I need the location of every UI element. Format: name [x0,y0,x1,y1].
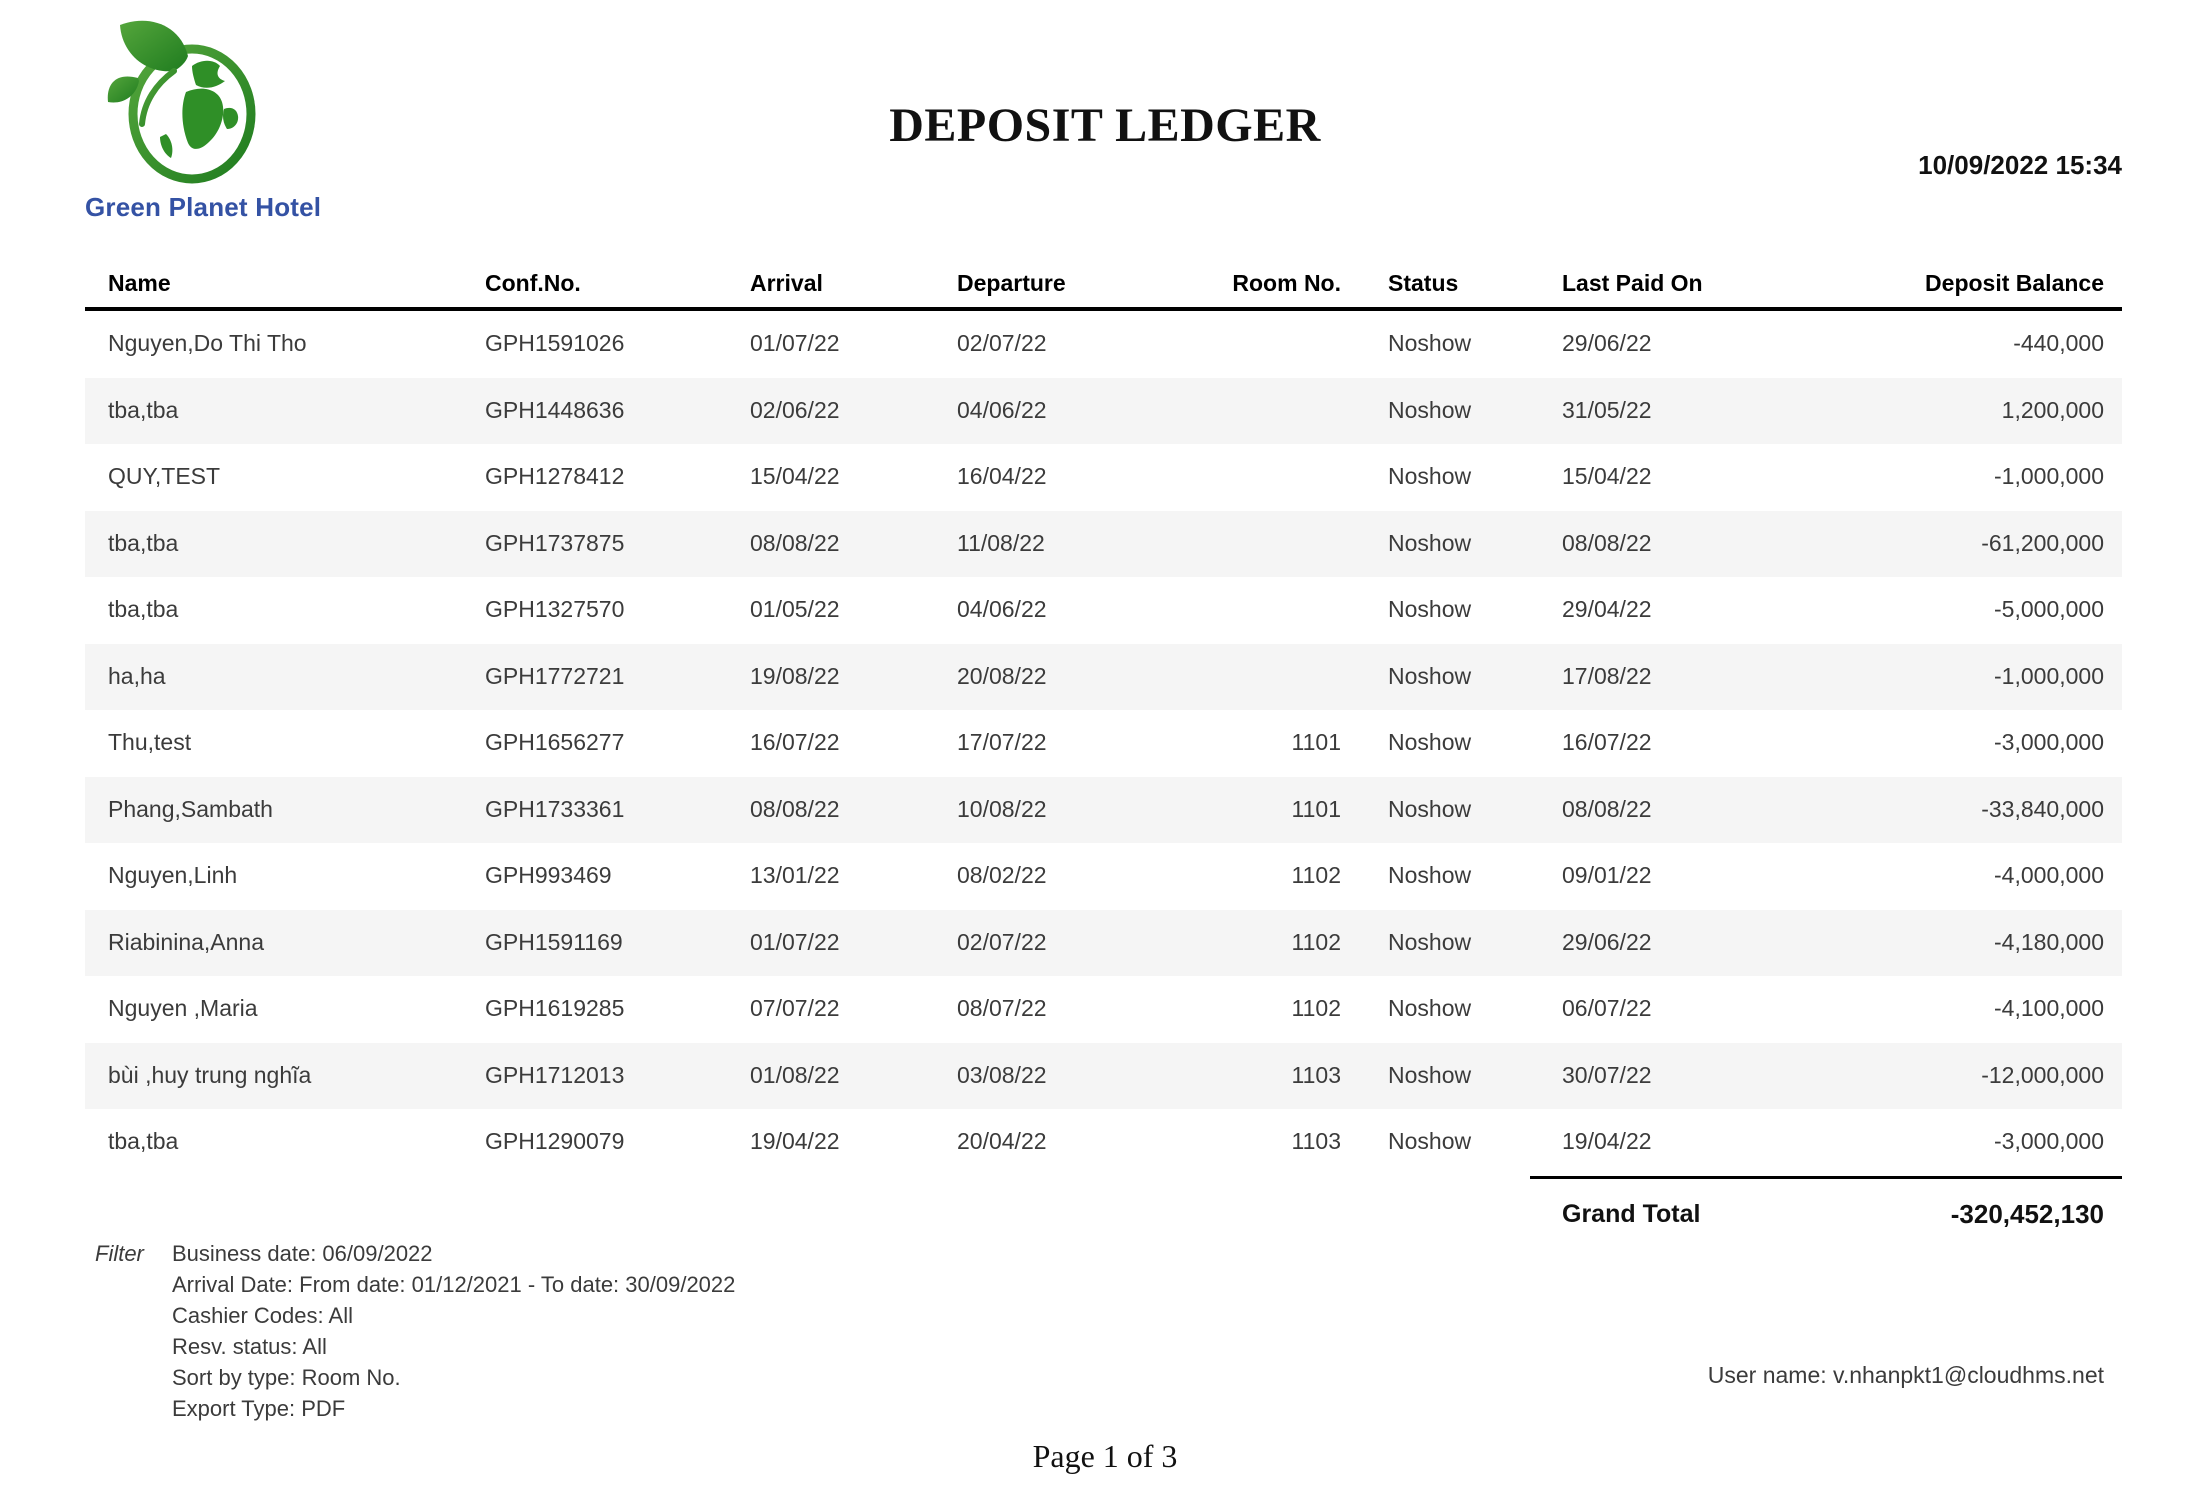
cell-room-no: 1101 [1291,729,1341,756]
cell-conf-no: GPH1619285 [485,995,625,1022]
cell-deposit-balance: -4,100,000 [1994,995,2104,1022]
cell-name: tba,tba [108,596,179,623]
cell-last-paid-on: 08/08/22 [1562,529,1652,556]
column-header-last-paid-on: Last Paid On [1562,270,1703,297]
cell-deposit-balance: -5,000,000 [1994,596,2104,623]
cell-conf-no: GPH1733361 [485,795,625,822]
grand-total-label: Grand Total [1562,1200,1701,1228]
cell-arrival: 15/04/22 [750,463,840,490]
table-header-row [85,252,2122,311]
cell-room-no: 1103 [1291,1128,1341,1155]
cell-deposit-balance: -1,000,000 [1994,662,2104,689]
cell-departure: 10/08/22 [957,795,1047,822]
table-row [85,910,2122,977]
cell-name: tba,tba [108,1128,179,1155]
table-row [85,976,2122,1043]
cell-room-no: 1101 [1291,795,1341,822]
cell-status: Noshow [1388,662,1472,689]
column-header-status: Status [1388,270,1459,297]
cell-arrival: 07/07/22 [750,995,840,1022]
cell-departure: 04/06/22 [957,396,1047,423]
cell-last-paid-on: 09/01/22 [1562,862,1652,889]
cell-conf-no: GPH1448636 [485,396,625,423]
cell-arrival: 08/08/22 [750,795,840,822]
cell-name: tba,tba [108,396,179,423]
cell-status: Noshow [1388,1128,1472,1155]
cell-last-paid-on: 15/04/22 [1562,463,1652,490]
cell-status: Noshow [1388,729,1472,756]
cell-deposit-balance: -4,180,000 [1994,928,2104,955]
cell-conf-no: GPH1712013 [485,1061,625,1088]
cell-status: Noshow [1388,795,1472,822]
cell-name: tba,tba [108,529,179,556]
cell-departure: 02/07/22 [957,928,1047,955]
column-header-name: Name [108,270,171,297]
cell-departure: 02/07/22 [957,330,1047,357]
cell-status: Noshow [1388,529,1472,556]
cell-conf-no: GPH993469 [485,862,612,889]
cell-arrival: 01/07/22 [750,928,840,955]
cell-room-no: 1102 [1291,928,1341,955]
grand-total-value: -320,452,130 [1950,1199,2104,1229]
filter-label: Filter [95,1241,144,1266]
cell-conf-no: GPH1737875 [485,529,625,556]
cell-name: Thu,test [108,729,192,756]
filter-lines [172,1238,735,1424]
cell-last-paid-on: 29/04/22 [1562,596,1652,623]
cell-deposit-balance: 1,200,000 [2001,396,2104,423]
cell-status: Noshow [1388,396,1472,423]
table-body [85,311,2122,1176]
cell-deposit-balance: -12,000,000 [1981,1061,2104,1088]
table-row [85,444,2122,511]
column-header-room-no: Room No. [1232,270,1341,297]
table-row [85,777,2122,844]
cell-name: Nguyen,Linh [108,862,238,889]
report-title: DEPOSIT LEDGER [889,99,1321,152]
table-row [85,378,2122,445]
cell-status: Noshow [1388,463,1472,490]
column-header-departure: Departure [957,270,1066,297]
cell-deposit-balance: -1,000,000 [1994,463,2104,490]
table-row [85,1043,2122,1110]
cell-arrival: 19/08/22 [750,662,840,689]
table-row [85,511,2122,578]
cell-departure: 20/08/22 [957,662,1047,689]
deposit-ledger-table [85,252,2122,1251]
cell-name: ha,ha [108,662,166,689]
cell-arrival: 01/05/22 [750,596,840,623]
cell-status: Noshow [1388,1061,1472,1088]
cell-deposit-balance: -33,840,000 [1981,795,2104,822]
cell-last-paid-on: 29/06/22 [1562,928,1652,955]
cell-name: Nguyen ,Maria [108,995,258,1022]
cell-last-paid-on: 06/07/22 [1562,995,1652,1022]
table-row [85,1109,2122,1176]
cell-conf-no: GPH1278412 [485,463,625,490]
table-row [85,311,2122,378]
cell-name: Phang,Sambath [108,795,273,822]
column-header-arrival: Arrival [750,270,823,297]
cell-conf-no: GPH1591169 [485,928,623,955]
filter-line: Resv. status: All [172,1334,327,1359]
page-number: Page 1 of 3 [1032,1438,1178,1474]
cell-departure: 11/08/22 [957,529,1045,556]
cell-arrival: 01/08/22 [750,1061,840,1088]
filter-line: Sort by type: Room No. [172,1365,401,1390]
cell-departure: 04/06/22 [957,596,1047,623]
table-row [85,577,2122,644]
column-header-conf-no: Conf.No. [485,270,581,297]
user-name: User name: v.nhanpkt1@cloudhms.net [1707,1362,2104,1388]
cell-name: Nguyen,Do Thi Tho [108,330,307,357]
cell-conf-no: GPH1656277 [485,729,625,756]
table-row [85,843,2122,910]
cell-departure: 08/07/22 [957,995,1047,1022]
cell-departure: 16/04/22 [957,463,1047,490]
cell-deposit-balance: -3,000,000 [1994,1128,2104,1155]
cell-departure: 08/02/22 [957,862,1047,889]
cell-last-paid-on: 08/08/22 [1562,795,1652,822]
cell-arrival: 01/07/22 [750,330,840,357]
cell-last-paid-on: 29/06/22 [1562,330,1652,357]
printed-timestamp: 10/09/2022 15:34 [1918,150,2122,180]
filter-line: Cashier Codes: All [172,1303,353,1328]
filter-line: Export Type: PDF [172,1396,346,1421]
cell-departure: 03/08/22 [957,1061,1047,1088]
cell-arrival: 19/04/22 [750,1128,840,1155]
cell-deposit-balance: -440,000 [2013,330,2104,357]
cell-arrival: 08/08/22 [750,529,840,556]
cell-last-paid-on: 17/08/22 [1562,662,1652,689]
cell-status: Noshow [1388,862,1472,889]
cell-name: bùi ,huy trung nghĩa [108,1061,312,1088]
cell-departure: 17/07/22 [957,729,1047,756]
cell-conf-no: GPH1290079 [485,1128,625,1155]
cell-conf-no: GPH1772721 [485,662,625,689]
cell-room-no: 1102 [1291,995,1341,1022]
cell-name: QUY,TEST [108,463,221,490]
cell-arrival: 02/06/22 [750,396,840,423]
cell-conf-no: GPH1591026 [485,330,625,357]
cell-status: Noshow [1388,928,1472,955]
column-header-deposit-balance: Deposit Balance [1925,270,2104,297]
cell-deposit-balance: -4,000,000 [1994,862,2104,889]
cell-arrival: 13/01/22 [750,862,840,889]
cell-deposit-balance: -3,000,000 [1994,729,2104,756]
cell-status: Noshow [1388,330,1472,357]
filter-line: Business date: 06/09/2022 [172,1241,433,1266]
cell-status: Noshow [1388,596,1472,623]
filter-line: Arrival Date: From date: 01/12/2021 - To date: 30/09/2022 [172,1272,736,1297]
cell-conf-no: GPH1327570 [485,596,625,623]
cell-last-paid-on: 16/07/22 [1562,729,1652,756]
table-row [85,644,2122,711]
cell-departure: 20/04/22 [957,1128,1047,1155]
cell-last-paid-on: 19/04/22 [1562,1128,1652,1155]
cell-last-paid-on: 31/05/22 [1562,396,1652,423]
cell-deposit-balance: -61,200,000 [1981,529,2104,556]
cell-name: Riabinina,Anna [108,928,265,955]
cell-room-no: 1102 [1291,862,1341,889]
filter-summary [95,1238,735,1424]
cell-last-paid-on: 30/07/22 [1562,1061,1652,1088]
cell-room-no: 1103 [1291,1061,1341,1088]
table-row [85,710,2122,777]
cell-status: Noshow [1388,995,1472,1022]
hotel-name: Green Planet Hotel [85,192,322,222]
cell-arrival: 16/07/22 [750,729,840,756]
